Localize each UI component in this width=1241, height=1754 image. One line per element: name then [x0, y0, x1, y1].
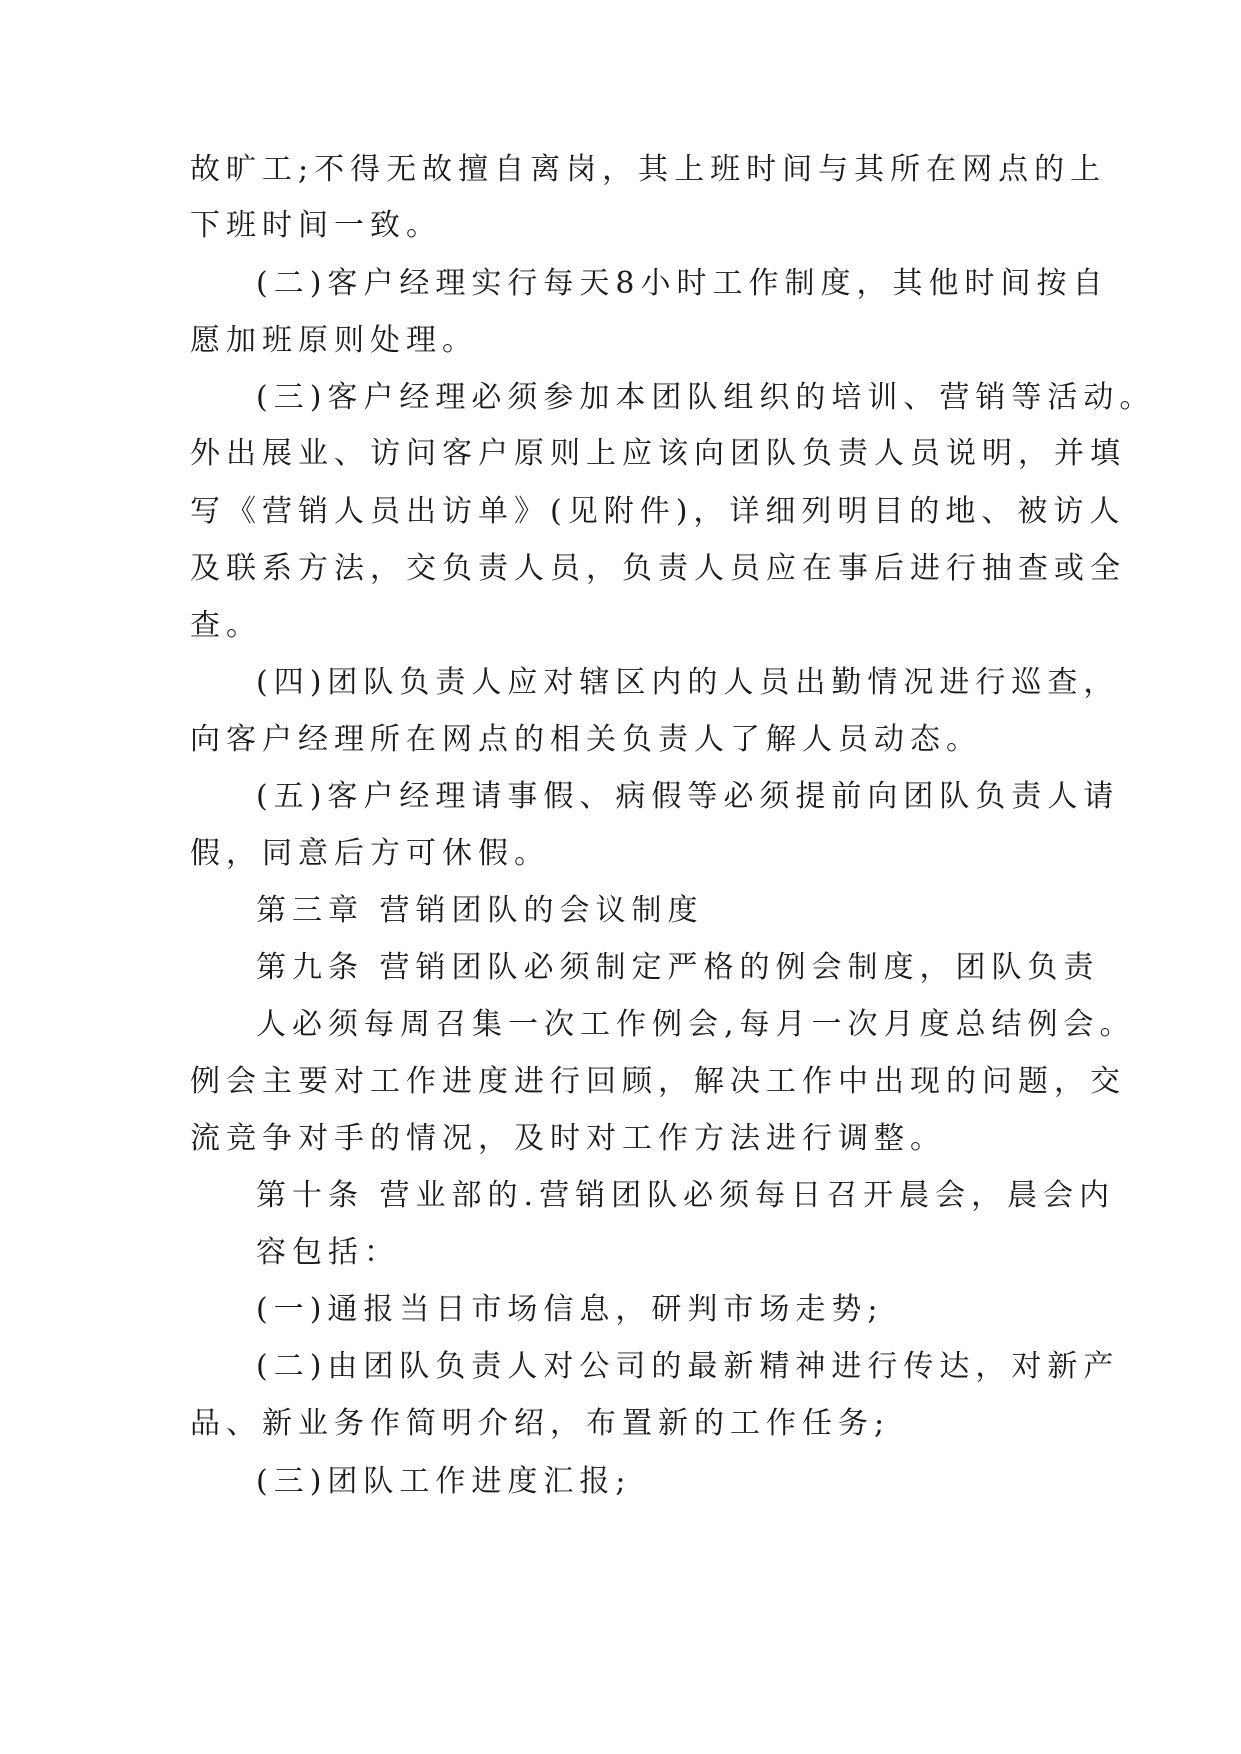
text-line: 愿加班原则处理。 [190, 323, 478, 358]
text-line: 下班时间一致。 [190, 208, 442, 243]
text-line: 及联系方法，交负责人员，负责人员应在事后进行抽查或全 [190, 551, 1126, 586]
text-line: 故旷工;不得无故擅自离岗，其上班时间与其所在网点的上 [190, 152, 1107, 187]
text-line: (五)客户经理请事假、病假等必须提前向团队负责人请 [256, 779, 1120, 814]
text-line: 人必须每周召集一次工作例会,每月一次月度总结例会。 [256, 1007, 1136, 1042]
text-line: 查。 [190, 608, 262, 643]
text-line: 向客户经理所在网点的相关负责人了解人员动态。 [190, 722, 982, 757]
text-line: (三)团队工作进度汇报; [256, 1464, 632, 1499]
text-line: 容包括： [256, 1235, 400, 1270]
text-line: (一)通报当日市场信息，研判市场走势; [256, 1292, 884, 1327]
text-line: 流竞争对手的情况，及时对工作方法进行调整。 [190, 1121, 946, 1156]
text-line: 写《营销人员出访单》(见附件)，详细列明目的地、被访人 [190, 494, 1126, 529]
text-line: 第十条 营业部的.营销团队必须每日召开晨会，晨会内 [256, 1178, 1116, 1213]
text-line: 假，同意后方可休假。 [190, 836, 550, 871]
text-line: (三)客户经理必须参加本团队组织的培训、营销等活动。 [256, 380, 1156, 415]
text-line: (二)客户经理实行每天8小时工作制度，其他时间按自 [256, 266, 1109, 301]
text-line: (二)由团队负责人对公司的最新精神进行传达，对新产 [256, 1349, 1120, 1384]
text-line: 品、新业务作简明介绍，布置新的工作任务; [190, 1406, 891, 1441]
text-line: 外出展业、访问客户原则上应该向团队负责人员说明，并填 [190, 436, 1126, 471]
chapter-heading: 第三章 营销团队的会议制度 [256, 893, 704, 928]
text-line: 例会主要对工作进度进行回顾，解决工作中出现的问题，交 [190, 1064, 1126, 1099]
text-line: (四)团队负责人应对辖区内的人员出勤情况进行巡查， [256, 665, 1120, 700]
text-line: 第九条 营销团队必须制定严格的例会制度，团队负责 [256, 950, 1100, 985]
